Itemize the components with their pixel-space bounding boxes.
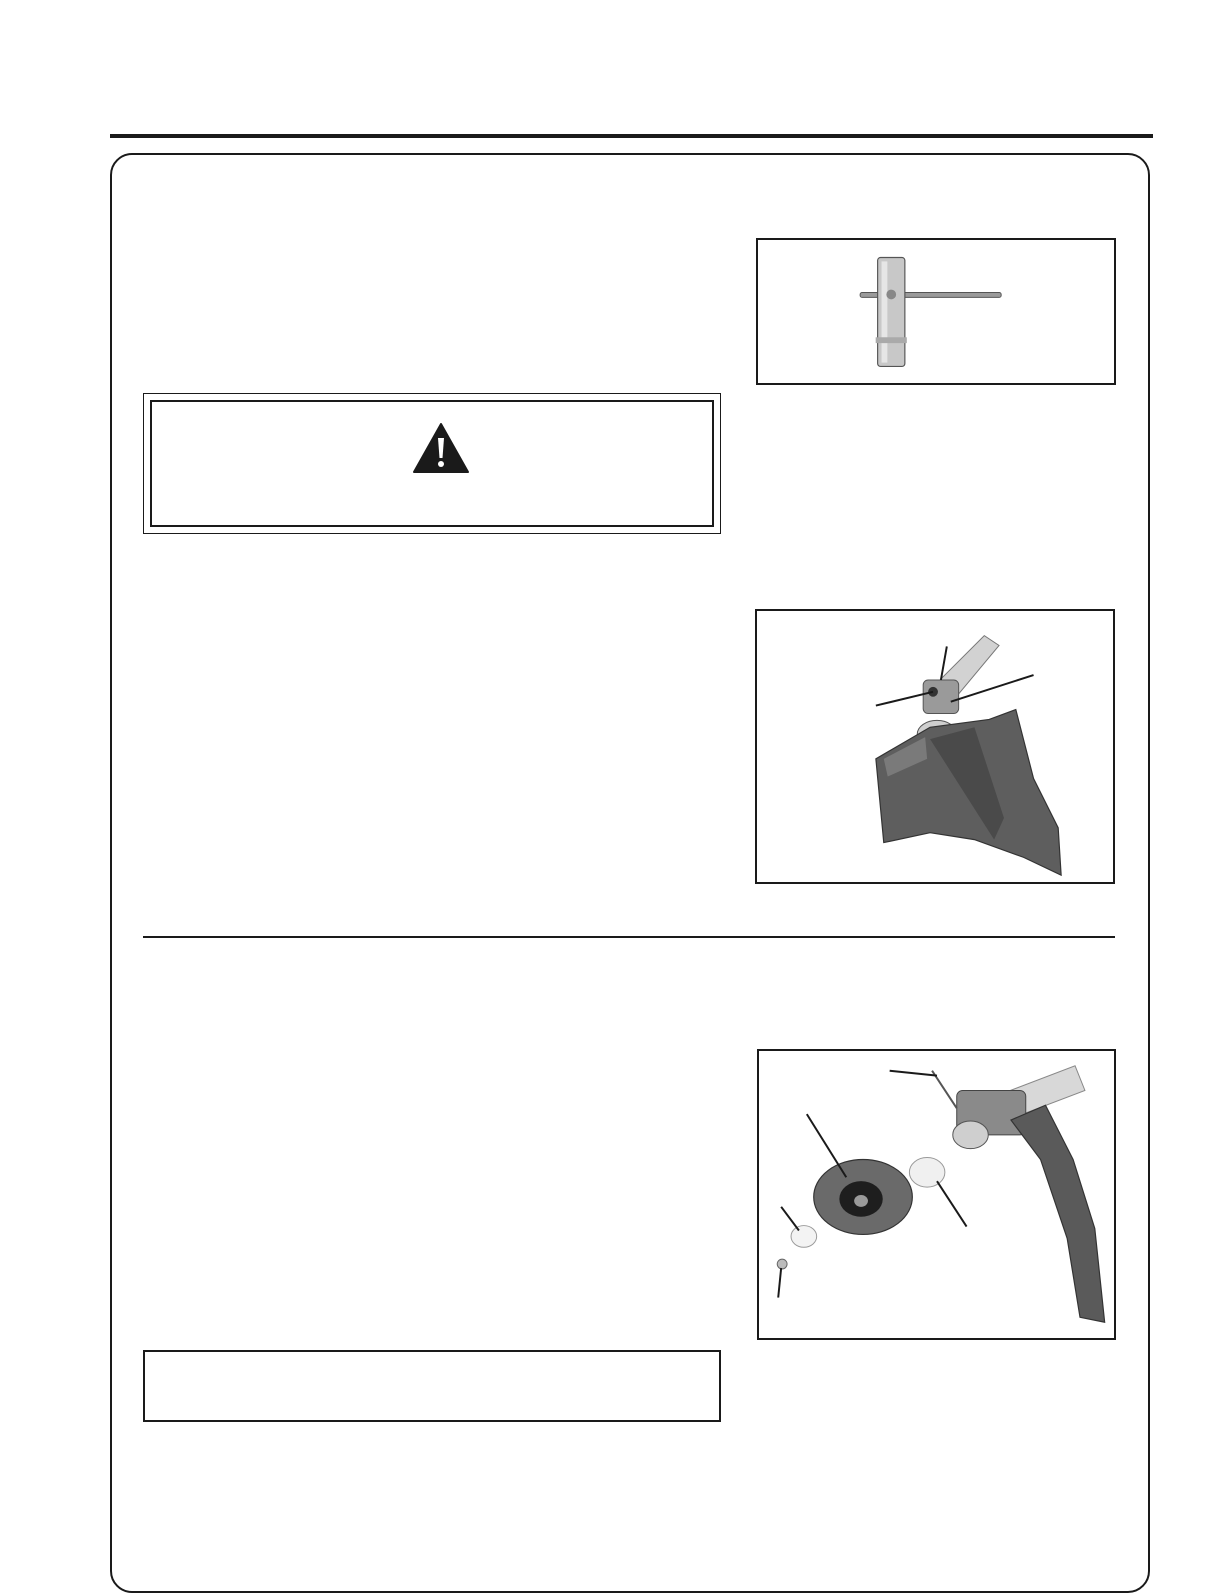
figure-shield-photo [755,609,1115,884]
warning-box-inner [150,400,714,527]
shield-illustration [757,611,1113,882]
note-box [143,1350,721,1422]
warning-box [143,393,721,534]
trimmer-head-illustration [759,1051,1114,1338]
header-rule [110,134,1153,138]
wrench-illustration [758,240,1114,383]
warning-triangle-icon [412,422,470,474]
figure-trimmer-head-photo [757,1049,1116,1340]
section-divider [143,936,1115,938]
figure-wrench-photo [756,238,1116,385]
